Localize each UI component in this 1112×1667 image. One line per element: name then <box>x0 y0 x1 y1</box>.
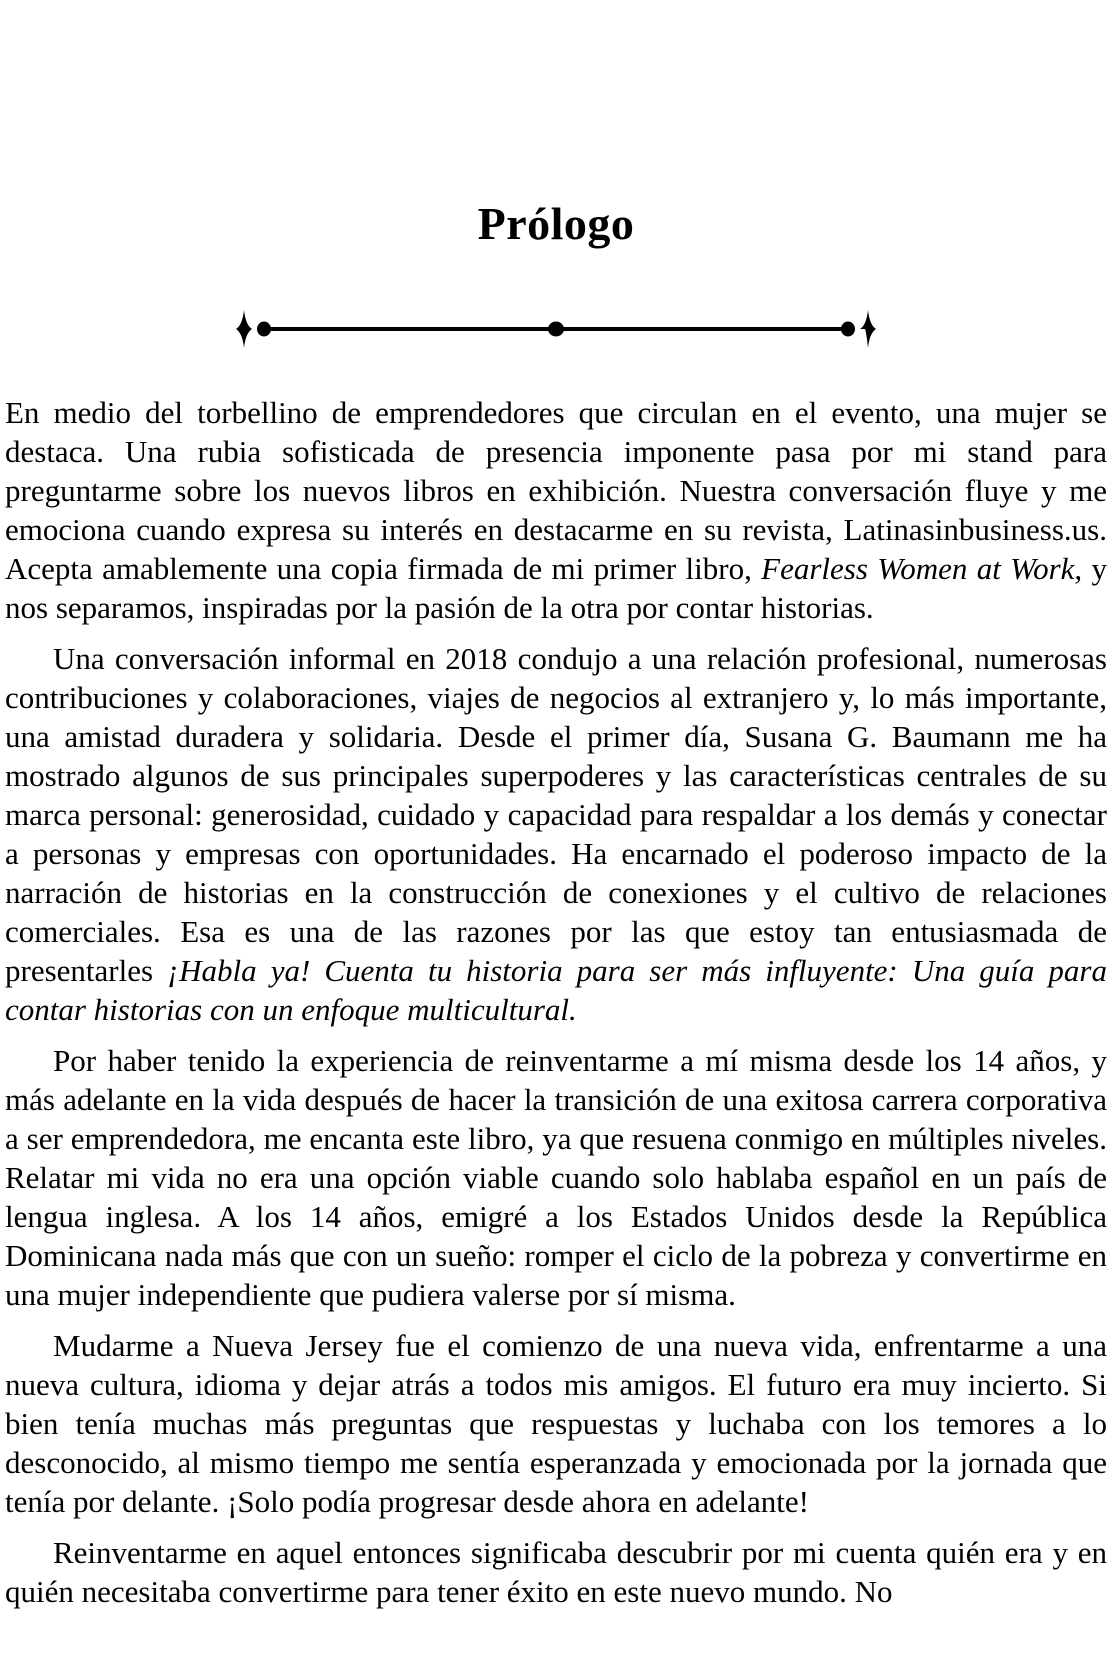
text-run: Por haber tenido la experiencia de reinventarme a mí misma desde los 14 años, y más adelante en la vida después de hacer la transición de una exitosa carrera corporativa a ser emprendedora, me encanta este libro, ya que resuena conmigo en múltiples niveles. Relatar mi vida no era una opción viable cuando solo hablaba español en un país de lengua inglesa. A los 14 años, emigré a los Estados Unidos desde la República Dominicana nada más que con un sueño: romper el ciclo de la pobreza y convertirme en una mujer independiente que pudiera valerse por sí misma. <box>5 1043 1107 1312</box>
chapter-title: Prólogo <box>477 198 635 249</box>
text-run: Mudarme a Nueva Jersey fue el comienzo de una nueva vida, enfrentarme a una nueva cultura, idioma y dejar atrás a todos mis amigos. El futuro era muy incierto. Si bien tenía muchas más preguntas que respuestas y luchaba con los temores a lo desconocido, al mismo tiempo me sentía esperanzada y emocionada por la jornada que tenía por delante. ¡Solo podía progresar desde ahora en adelante! <box>5 1328 1107 1519</box>
paragraph <box>5 639 1107 1029</box>
paragraph <box>5 1041 1107 1314</box>
dot-icon <box>257 322 271 337</box>
four-point-diamond-icon <box>236 310 252 348</box>
text-run: Reinventarme en aquel entonces significaba descubrir por mi cuenta quién era y en quién necesitaba convertirme para tener éxito en este nuevo mundo. No <box>5 1535 1107 1609</box>
text-run: En medio del torbellino de emprendedores que circulan en el evento, una mujer se destaca. Una rubia sofisticada de presencia imponente pasa por mi stand para preguntarme sobre los nuevos libros en exhibición. Nuestra conversación fluye y me emociona cuando expresa su interés en destacarme en su revista, Latinasinbusiness.us. Acepta amablemente una copia firmada de mi primer libro, <box>5 395 1107 586</box>
italic-text-run: ¡Habla ya! Cuenta tu historia para ser más influyente: Una guía para contar historias con un enfoque multicultural. <box>5 953 1107 1027</box>
paragraph <box>5 1533 1107 1611</box>
paragraph <box>5 1326 1107 1521</box>
text-run: Una conversación informal en 2018 condujo a una relación profesional, numerosas contribuciones y colaboraciones, viajes de negocios al extranjero y, lo más importante, una amistad duradera y solidaria. Desde el primer día, Susana G. Baumann me ha mostrado algunos de sus principales superpoderes y las características centrales de su marca personal: generosidad, cuidado y capacidad para respaldar a los demás y conectar a personas y empresas con oportunidades. Ha encarnado el poderoso impacto de la narración de historias en la construcción de conexiones y el cultivo de relaciones comerciales. Esa es una de las razones por las que estoy tan entusiasmada de presentarles <box>5 641 1107 988</box>
dot-icon <box>548 322 564 337</box>
paragraph <box>5 393 1107 627</box>
italic-text-run: Fearless Women at Work, <box>761 551 1083 586</box>
dot-icon <box>841 322 855 337</box>
four-point-diamond-icon <box>860 310 876 348</box>
section-divider <box>236 309 876 349</box>
prologue-text <box>0 393 1112 1611</box>
text-run: y nos separamos, inspiradas por la pasión de la otra por contar historias. <box>5 551 1108 625</box>
